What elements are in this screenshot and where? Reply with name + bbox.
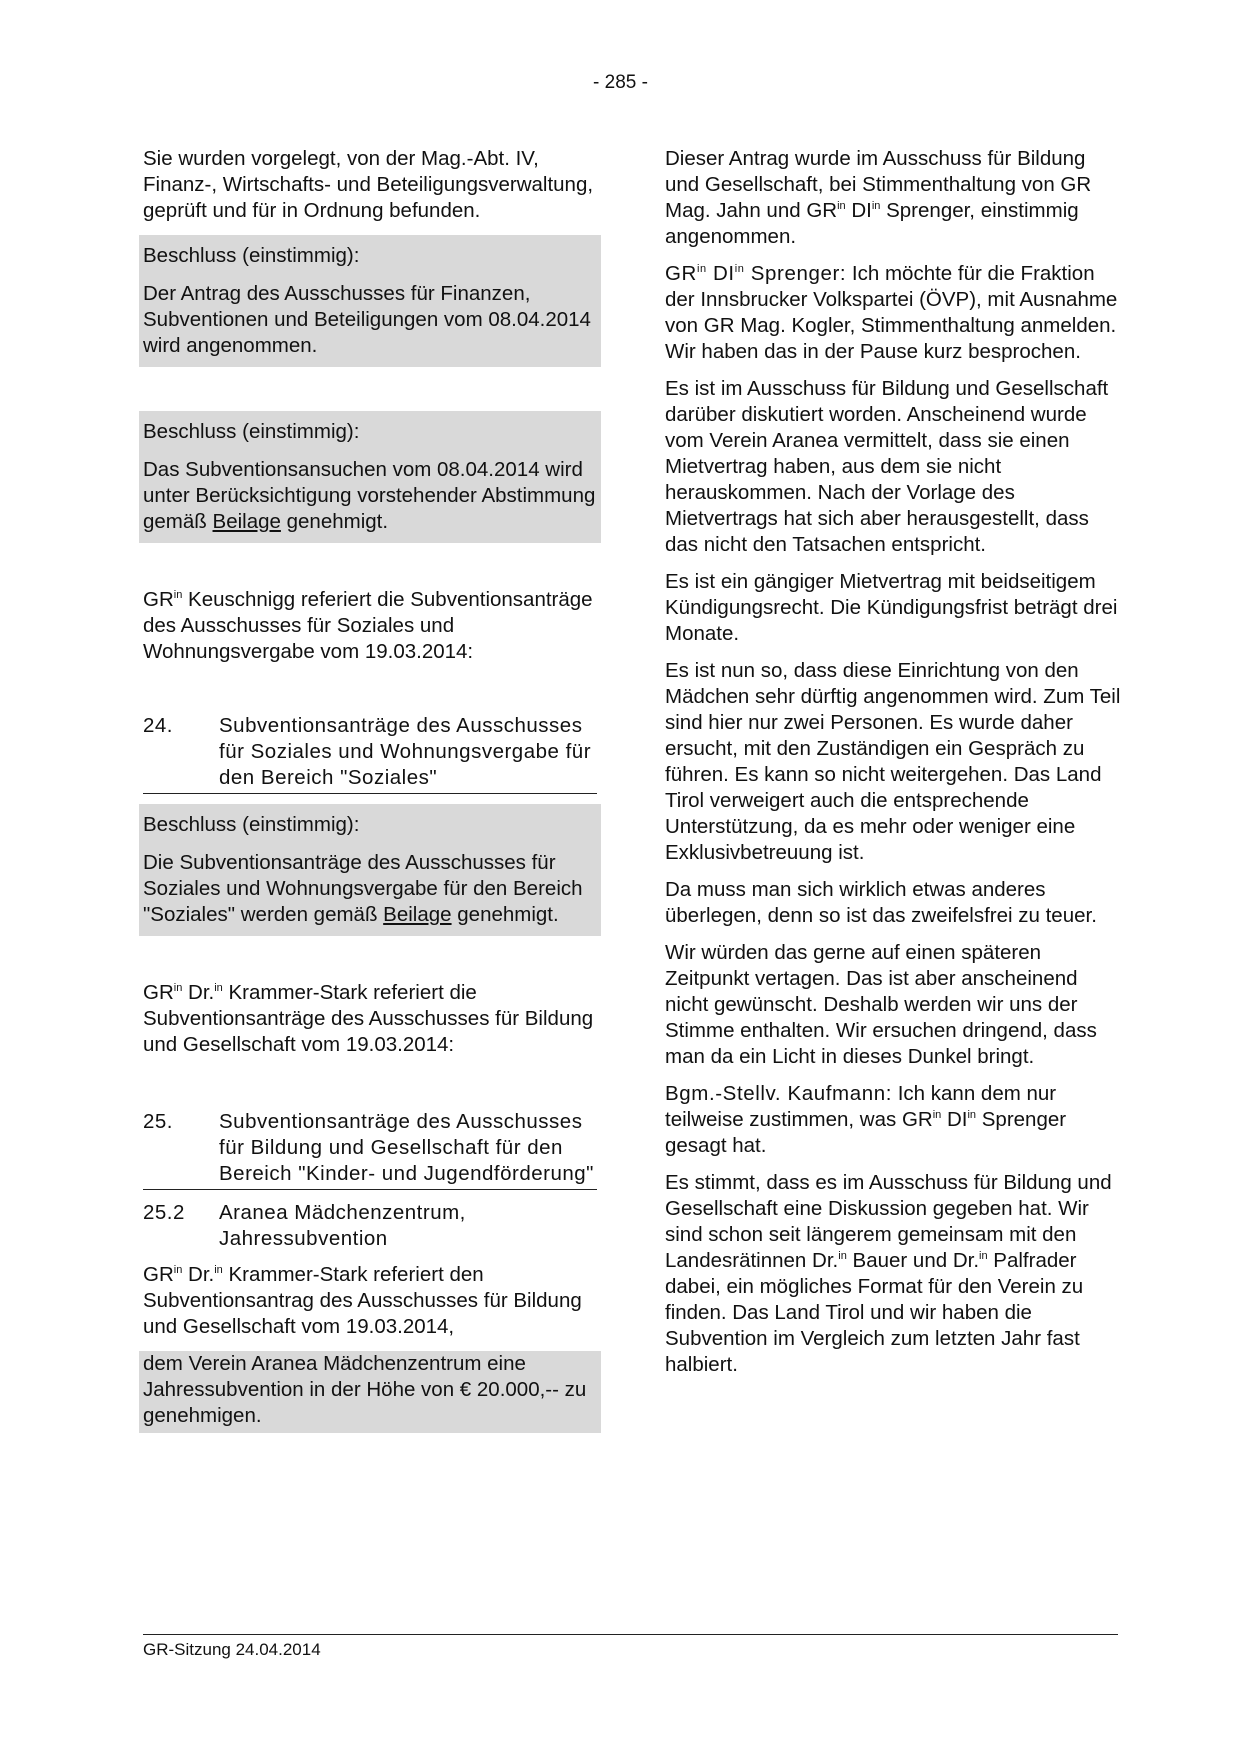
footer-text: GR-Sitzung 24.04.2014: [143, 1640, 321, 1659]
paragraph: Sie wurden vorgelegt, von der Mag.-Abt. IV, Finanz-, Wirtschafts- und Beteiligungsverwaltung, geprüft und für in Ordnung befunden.: [143, 147, 594, 222]
speech-paragraph: Bgm.-Stellv. Kaufmann: Ich kann dem nur teilweise zustimmen, was $GR^{in}$ $DI^{in}$ Sprenger gesagt hat.: [665, 1082, 1067, 1157]
footer-divider: [143, 1634, 1118, 1635]
agenda-item: [143, 713, 597, 791]
paragraph: $GR^{in}$ Dr.$^{in}$ Krammer-Stark referiert den Subventionsantrag des Ausschusses für Bildung und Gesellschaft vom 19.03.2014,: [143, 1263, 582, 1338]
agenda-item-title: Subventionsanträge des Ausschusses für Bildung und Gesellschaft für den Bereich "Kinder- und Jugendförderung": [219, 1110, 594, 1185]
agenda-subitem: [143, 1200, 597, 1252]
agenda-item-number: 25.2: [143, 1201, 185, 1224]
agenda-item-number: 24.: [143, 714, 173, 737]
resolution-box: [139, 804, 601, 936]
paragraph: Es ist ein gängiger Mietvertrag mit beidseitigem Kündigungsrecht. Die Kündigungsfrist beträgt drei Monate.: [665, 570, 1118, 645]
agenda-item: [143, 1109, 597, 1187]
resolution-label: Beschluss (einstimmig):: [143, 813, 360, 836]
resolution-text: dem Verein Aranea Mädchenzentrum eine Jahressubvention in der Höhe von € 20.000,-- zu genehmigen.: [143, 1352, 587, 1427]
resolution-label: Beschluss (einstimmig):: [143, 244, 360, 267]
resolution-box: [139, 235, 601, 367]
divider: [143, 1189, 597, 1190]
agenda-item-number: 25.: [143, 1110, 173, 1133]
paragraph: Es ist nun so, dass diese Einrichtung von den Mädchen sehr dürftig angenommen wird. Zum Teil sind hier nur zwei Personen. Es wurde daher ersucht, mit den Zuständigen ein Gespräch zu führen. Es kann so nicht weitergehen. Das Land Tirol verweigert auch die entsprechende Unterstützung, da es mehr oder weniger eine Exklusivbetreuung ist.: [665, 659, 1121, 864]
paragraph: $GR^{in}$ Dr.$^{in}$ Krammer-Stark referiert die Subventionsanträge des Ausschusses für Bildung und Gesellschaft vom 19.03.2014:: [143, 981, 594, 1056]
paragraph: Da muss man sich wirklich etwas anderes überlegen, denn so ist das zweifelsfrei zu teuer.: [665, 878, 1097, 927]
paragraph: Es ist im Ausschuss für Bildung und Gesellschaft darüber diskutiert worden. Anscheinend wurde vom Verein Aranea vermittelt, dass sie einen Mietvertrag haben, aus dem sie nicht herauskommen. Nach der Vorlage des Mietvertrags hat sich aber herausgestellt, dass das nicht den Tatsachen entspricht.: [665, 377, 1109, 556]
right-column: [665, 146, 1121, 1389]
divider: [143, 793, 597, 794]
beilage-link[interactable]: Beilage: [212, 510, 281, 533]
agenda-item-title: Aranea Mädchenzentrum, Jahressubvention: [219, 1201, 466, 1250]
speaker-name: Bgm.-Stellv. Kaufmann:: [665, 1082, 893, 1105]
speaker-name: $GR^{in}$ $DI^{in}$ Sprenger:: [665, 262, 847, 285]
left-column: [143, 146, 597, 1433]
beilage-link[interactable]: Beilage: [383, 903, 452, 926]
resolution-text: Das Subventionsansuchen vom 08.04.2014 wird unter Berücksichtigung vorstehender Abstimmung gemäß Beilage genehmigt.: [143, 458, 596, 533]
resolution-text: Der Antrag des Ausschusses für Finanzen, Subventionen und Beteiligungen vom 08.04.2014 wird angenommen.: [143, 282, 591, 357]
resolution-box: [139, 411, 601, 543]
speech-paragraph: $GR^{in}$ $DI^{in}$ Sprenger: Ich möchte für die Fraktion der Innsbrucker Volkspartei (ÖVP), mit Ausnahme von GR Mag. Kogler, Stimmenthaltung anmelden. Wir haben das in der Pause kurz besprochen.: [665, 262, 1118, 363]
paragraph: Wir würden das gerne auf einen späteren Zeitpunkt vertagen. Das ist aber anscheinend nicht gewünscht. Deshalb werden wir uns der Stimme enthalten. Wir ersuchen dringend, dass man da ein Licht in dieses Dunkel bringt.: [665, 941, 1097, 1068]
resolution-box: [139, 1351, 601, 1433]
agenda-item-title: Subventionsanträge des Ausschusses für Soziales und Wohnungsvergabe für den Bereich "Soziales": [219, 714, 592, 789]
paragraph: $GR^{in}$ Keuschnigg referiert die Subventionsanträge des Ausschusses für Soziales und Wohnungsvergabe vom 19.03.2014:: [143, 588, 593, 663]
paragraph: Es stimmt, dass es im Ausschuss für Bildung und Gesellschaft eine Diskussion gegeben hat. Wir sind schon seit längerem gemeinsam mit den Landesrätinnen Dr.$^{in}$ Bauer und Dr.$^{in}$ Palfrader dabei, ein mögliches Format für den Verein zu finden. Das Land Tirol und wir haben die Subvention im Vergleich zum letzten Jahr fast halbiert.: [665, 1171, 1112, 1376]
resolution-text: Die Subventionsanträge des Ausschusses für Soziales und Wohnungsvergabe für den Bereich "Soziales" werden gemäß Beilage genehmigt.: [143, 851, 583, 926]
paragraph: Dieser Antrag wurde im Ausschuss für Bildung und Gesellschaft, bei Stimmenthaltung von GR Mag. Jahn und $GR^{in}$ $DI^{in}$ Sprenger, einstimmig angenommen.: [665, 147, 1092, 248]
resolution-label: Beschluss (einstimmig):: [143, 420, 360, 443]
page-number: - 285 -: [593, 72, 648, 93]
